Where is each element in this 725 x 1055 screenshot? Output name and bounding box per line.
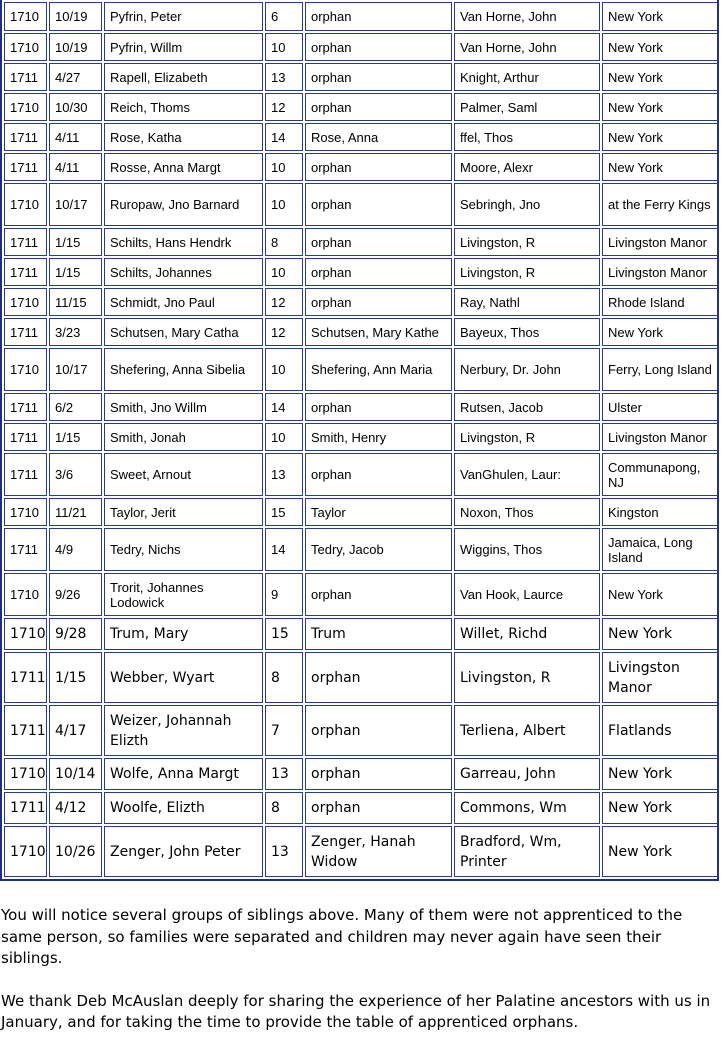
cell-place: New York [602, 123, 719, 151]
thanks-note: We thank Deb McAuslan deeply for sharing the experience of her Palatine ancestors with us in January, and for taking the time to provide the table of apprenticed orphans. [1, 991, 711, 1031]
cell-year: 1711 [4, 528, 47, 571]
cell-master: Bradford, Wm, Printer [454, 826, 600, 877]
cell-age: 9 [265, 573, 303, 616]
cell-date: 1/15 [49, 652, 102, 703]
cell-year: 1710 [4, 93, 47, 121]
cell-age: 15 [265, 618, 303, 650]
siblings-note: You will notice several groups of siblings above. Many of them were not apprenticed to the same person, so families were separated and children may never again have seen their siblings. [1, 906, 683, 967]
cell-name: Rosse, Anna Margt [104, 153, 263, 181]
cell-age: 12 [265, 288, 303, 316]
cell-place: New York [602, 318, 719, 346]
table-row [4, 528, 719, 571]
cell-parent: Zenger, Hanah Widow [305, 826, 452, 877]
cell-date: 4/11 [49, 123, 102, 151]
cell-date: 6/2 [49, 393, 102, 421]
cell-parent: orphan [305, 288, 452, 316]
cell-place: New York [602, 93, 719, 121]
apprenticed-orphans-table [2, 0, 721, 879]
cell-parent: orphan [305, 183, 452, 226]
cell-master: Noxon, Thos [454, 498, 600, 526]
cell-parent: Shefering, Ann Maria [305, 348, 452, 391]
cell-parent: Rose, Anna [305, 123, 452, 151]
cell-year: 1710 [4, 288, 47, 316]
cell-date: 3/6 [49, 453, 102, 496]
cell-parent: Trum [305, 618, 452, 650]
cell-age: 13 [265, 453, 303, 496]
cell-date: 9/28 [49, 618, 102, 650]
cell-year: 1711 [4, 318, 47, 346]
cell-master: Moore, Alexr [454, 153, 600, 181]
cell-age: 10 [265, 33, 303, 61]
cell-year: 1710 [4, 758, 47, 790]
cell-age: 14 [265, 393, 303, 421]
cell-master: Commons, Wm [454, 792, 600, 824]
cell-date: 10/17 [49, 183, 102, 226]
cell-parent: Schutsen, Mary Kathe [305, 318, 452, 346]
cell-date: 10/17 [49, 348, 102, 391]
cell-date: 4/11 [49, 153, 102, 181]
cell-age: 10 [265, 423, 303, 451]
cell-master: Willet, Richd [454, 618, 600, 650]
cell-date: 4/9 [49, 528, 102, 571]
cell-name: Schmidt, Jno Paul [104, 288, 263, 316]
cell-parent: orphan [305, 93, 452, 121]
cell-year: 1711 [4, 792, 47, 824]
cell-year: 1711 [4, 258, 47, 286]
cell-date: 3/23 [49, 318, 102, 346]
cell-age: 12 [265, 93, 303, 121]
cell-place: Flatlands [602, 705, 719, 756]
cell-master: Livingston, R [454, 423, 600, 451]
cell-parent: orphan [305, 453, 452, 496]
cell-date: 10/19 [49, 33, 102, 61]
cell-place: Rhode Island [602, 288, 719, 316]
cell-parent: orphan [305, 33, 452, 61]
cell-place: Ferry, Long Island [602, 348, 719, 391]
cell-place: Communapong, NJ [602, 453, 719, 496]
cell-name: Reich, Thoms [104, 93, 263, 121]
cell-parent: orphan [305, 63, 452, 91]
table-row [4, 348, 719, 391]
cell-date: 4/27 [49, 63, 102, 91]
cell-age: 13 [265, 826, 303, 877]
cell-parent: orphan [305, 258, 452, 286]
table-row [4, 228, 719, 256]
table-row [4, 652, 719, 703]
table-row [4, 792, 719, 824]
cell-year: 1711 [4, 123, 47, 151]
cell-parent: orphan [305, 652, 452, 703]
cell-parent: orphan [305, 2, 452, 31]
cell-place: Livingston Manor [602, 258, 719, 286]
table-row [4, 318, 719, 346]
cell-age: 12 [265, 318, 303, 346]
cell-place: Livingston Manor [602, 423, 719, 451]
table-row [4, 2, 719, 31]
table-row [4, 453, 719, 496]
cell-place: Livingston Manor [602, 228, 719, 256]
cell-master: Van Horne, John [454, 33, 600, 61]
cell-year: 1711 [4, 153, 47, 181]
cell-name: Pyfrin, Willm [104, 33, 263, 61]
table-row [4, 705, 719, 756]
table-row [4, 618, 719, 650]
cell-year: 1710 [4, 2, 47, 31]
table-row [4, 423, 719, 451]
cell-name: Schilts, Hans Hendrk [104, 228, 263, 256]
cell-place: New York [602, 758, 719, 790]
cell-age: 14 [265, 528, 303, 571]
cell-year: 1711 [4, 228, 47, 256]
cell-name: Weizer, Johannah Elizth [104, 705, 263, 756]
cell-name: Taylor, Jerit [104, 498, 263, 526]
cell-place: New York [602, 826, 719, 877]
cell-master: Van Horne, John [454, 2, 600, 31]
cell-year: 1710 [4, 33, 47, 61]
cell-name: Sweet, Arnout [104, 453, 263, 496]
cell-date: 11/21 [49, 498, 102, 526]
cell-parent: orphan [305, 228, 452, 256]
cell-master: Terliena, Albert [454, 705, 600, 756]
cell-name: Schilts, Johannes [104, 258, 263, 286]
cell-year: 1710 [4, 498, 47, 526]
cell-age: 6 [265, 2, 303, 31]
cell-age: 10 [265, 258, 303, 286]
table-row [4, 758, 719, 790]
cell-date: 4/17 [49, 705, 102, 756]
table-row [4, 826, 719, 877]
cell-master: Sebringh, Jno [454, 183, 600, 226]
table-row [4, 183, 719, 226]
table-row [4, 93, 719, 121]
cell-age: 8 [265, 652, 303, 703]
cell-master: VanGhulen, Laur: [454, 453, 600, 496]
cell-parent: orphan [305, 153, 452, 181]
closing-notes [1, 905, 721, 1055]
cell-date: 10/19 [49, 2, 102, 31]
cell-name: Wolfe, Anna Margt [104, 758, 263, 790]
cell-name: Webber, Wyart [104, 652, 263, 703]
cell-date: 11/15 [49, 288, 102, 316]
cell-date: 10/26 [49, 826, 102, 877]
cell-master: Rutsen, Jacob [454, 393, 600, 421]
cell-place: New York [602, 153, 719, 181]
cell-date: 9/26 [49, 573, 102, 616]
cell-age: 10 [265, 348, 303, 391]
cell-master: Bayeux, Thos [454, 318, 600, 346]
cell-master: Palmer, Saml [454, 93, 600, 121]
cell-date: 4/12 [49, 792, 102, 824]
cell-age: 14 [265, 123, 303, 151]
cell-age: 7 [265, 705, 303, 756]
cell-date: 10/30 [49, 93, 102, 121]
table-row [4, 258, 719, 286]
cell-name: Rose, Katha [104, 123, 263, 151]
cell-parent: orphan [305, 758, 452, 790]
cell-place: Livingston Manor [602, 652, 719, 703]
cell-parent: Taylor [305, 498, 452, 526]
cell-date: 1/15 [49, 423, 102, 451]
cell-date: 1/15 [49, 228, 102, 256]
cell-parent: orphan [305, 705, 452, 756]
cell-age: 10 [265, 153, 303, 181]
cell-name: Trum, Mary [104, 618, 263, 650]
cell-place: New York [602, 2, 719, 31]
cell-date: 10/14 [49, 758, 102, 790]
cell-year: 1711 [4, 393, 47, 421]
cell-master: Garreau, John [454, 758, 600, 790]
cell-place: New York [602, 33, 719, 61]
cell-master: ffel, Thos [454, 123, 600, 151]
cell-year: 1710 [4, 826, 47, 877]
table-row [4, 123, 719, 151]
cell-year: 1710 [4, 183, 47, 226]
cell-parent: Smith, Henry [305, 423, 452, 451]
cell-place: New York [602, 573, 719, 616]
cell-name: Zenger, John Peter [104, 826, 263, 877]
cell-name: Ruropaw, Jno Barnard [104, 183, 263, 226]
table-row [4, 153, 719, 181]
table-row [4, 498, 719, 526]
cell-year: 1711 [4, 453, 47, 496]
cell-master: Livingston, R [454, 228, 600, 256]
table-row [4, 573, 719, 616]
cell-name: Smith, Jno Willm [104, 393, 263, 421]
cell-year: 1710 [4, 573, 47, 616]
cell-name: Rapell, Elizabeth [104, 63, 263, 91]
cell-year: 1710 [4, 348, 47, 391]
cell-place: New York [602, 792, 719, 824]
cell-place: Ulster [602, 393, 719, 421]
cell-parent: orphan [305, 792, 452, 824]
cell-year: 1711 [4, 652, 47, 703]
cell-year: 1710 [4, 618, 47, 650]
cell-year: 1711 [4, 423, 47, 451]
table-row [4, 393, 719, 421]
table-body [4, 2, 719, 877]
cell-master: Nerbury, Dr. John [454, 348, 600, 391]
cell-age: 13 [265, 758, 303, 790]
cell-year: 1711 [4, 705, 47, 756]
cell-place: Jamaica, Long Island [602, 528, 719, 571]
table-row [4, 33, 719, 61]
cell-place: New York [602, 618, 719, 650]
cell-name: Tedry, Nichs [104, 528, 263, 571]
cell-master: Ray, Nathl [454, 288, 600, 316]
cell-master: Knight, Arthur [454, 63, 600, 91]
cell-name: Pyfrin, Peter [104, 2, 263, 31]
cell-master: Livingston, R [454, 258, 600, 286]
cell-age: 8 [265, 228, 303, 256]
cell-name: Trorit, Johannes Lodowick [104, 573, 263, 616]
cell-parent: orphan [305, 573, 452, 616]
cell-parent: orphan [305, 393, 452, 421]
cell-age: 13 [265, 63, 303, 91]
cell-name: Woolfe, Elizth [104, 792, 263, 824]
cell-master: Livingston, R [454, 652, 600, 703]
cell-master: Wiggins, Thos [454, 528, 600, 571]
cell-age: 10 [265, 183, 303, 226]
cell-name: Smith, Jonah [104, 423, 263, 451]
cell-year: 1711 [4, 63, 47, 91]
cell-place: New York [602, 63, 719, 91]
table-row [4, 288, 719, 316]
cell-age: 15 [265, 498, 303, 526]
cell-master: Van Hook, Laurce [454, 573, 600, 616]
table-row [4, 63, 719, 91]
cell-name: Shefering, Anna Sibelia [104, 348, 263, 391]
cell-place: Kingston [602, 498, 719, 526]
cell-place: at the Ferry Kings [602, 183, 719, 226]
cell-parent: Tedry, Jacob [305, 528, 452, 571]
cell-name: Schutsen, Mary Catha [104, 318, 263, 346]
cell-age: 8 [265, 792, 303, 824]
cell-date: 1/15 [49, 258, 102, 286]
